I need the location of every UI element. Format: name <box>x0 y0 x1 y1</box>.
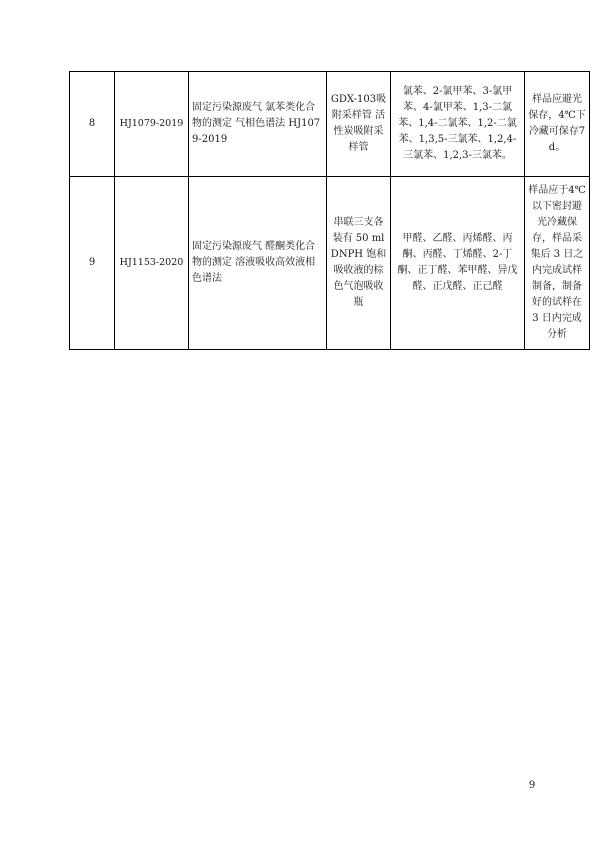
standard-code-cell <box>115 72 189 177</box>
storage-conditions: 样品应于4℃以下密封避光冷藏保存，样品采集后 3 日之内完成试样制备，制备好的试样在 3 日内完成分析 <box>528 185 586 340</box>
analytes-cell <box>391 72 525 177</box>
page-number: 9 <box>528 780 536 791</box>
method-name: 固定污染源废气 醛酮类化合物的测定 溶液吸收高效液相色谱法 <box>192 241 316 284</box>
method-name: 固定污染源废气 氯苯类化合物的测定 气相色谱法 HJ1079-2019 <box>192 102 321 145</box>
monitoring-methods-table <box>69 71 590 350</box>
storage-conditions: 样品应避光保存，4℃下冷藏可保存7d。 <box>528 94 586 153</box>
sampler-cell <box>327 177 391 350</box>
row-number: 8 <box>88 118 96 129</box>
method-name-cell <box>189 177 327 350</box>
storage-cell <box>525 72 590 177</box>
standard-code: HJ1079-2019 <box>119 118 184 129</box>
method-name-cell <box>189 72 327 177</box>
storage-cell <box>525 177 590 350</box>
analytes-cell <box>391 177 525 350</box>
standard-code: HJ1153-2020 <box>119 257 184 268</box>
standard-code-cell <box>115 177 189 350</box>
sampler-description: GDX-103吸附采样管 活性炭吸附采样管 <box>330 94 387 153</box>
analytes-list: 氯苯、2-氯甲苯、3-氯甲苯、4-氯甲苯、1,3-二氯苯、1,4-二氯苯、1,2-二氯苯、1,3,5-三氯苯、1,2,4-三氯苯、1,2,3-三氯苯。 <box>398 86 517 161</box>
sampler-description: 串联三支各装有 50 ml DNPH 饱和吸收液的棕色气泡吸收瓶 <box>330 217 387 308</box>
row-number-cell <box>70 177 115 350</box>
table-row <box>70 177 590 350</box>
row-number-cell <box>70 72 115 177</box>
analytes-list: 甲醛、乙醛、丙烯醛、丙酮、丙醛、丁烯醛、2-丁酮、正丁醛、苯甲醛、异戊醛、正戊醛、正己醛 <box>397 233 518 292</box>
sampler-cell <box>327 72 391 177</box>
row-number: 9 <box>88 257 96 268</box>
table-row <box>70 72 590 177</box>
